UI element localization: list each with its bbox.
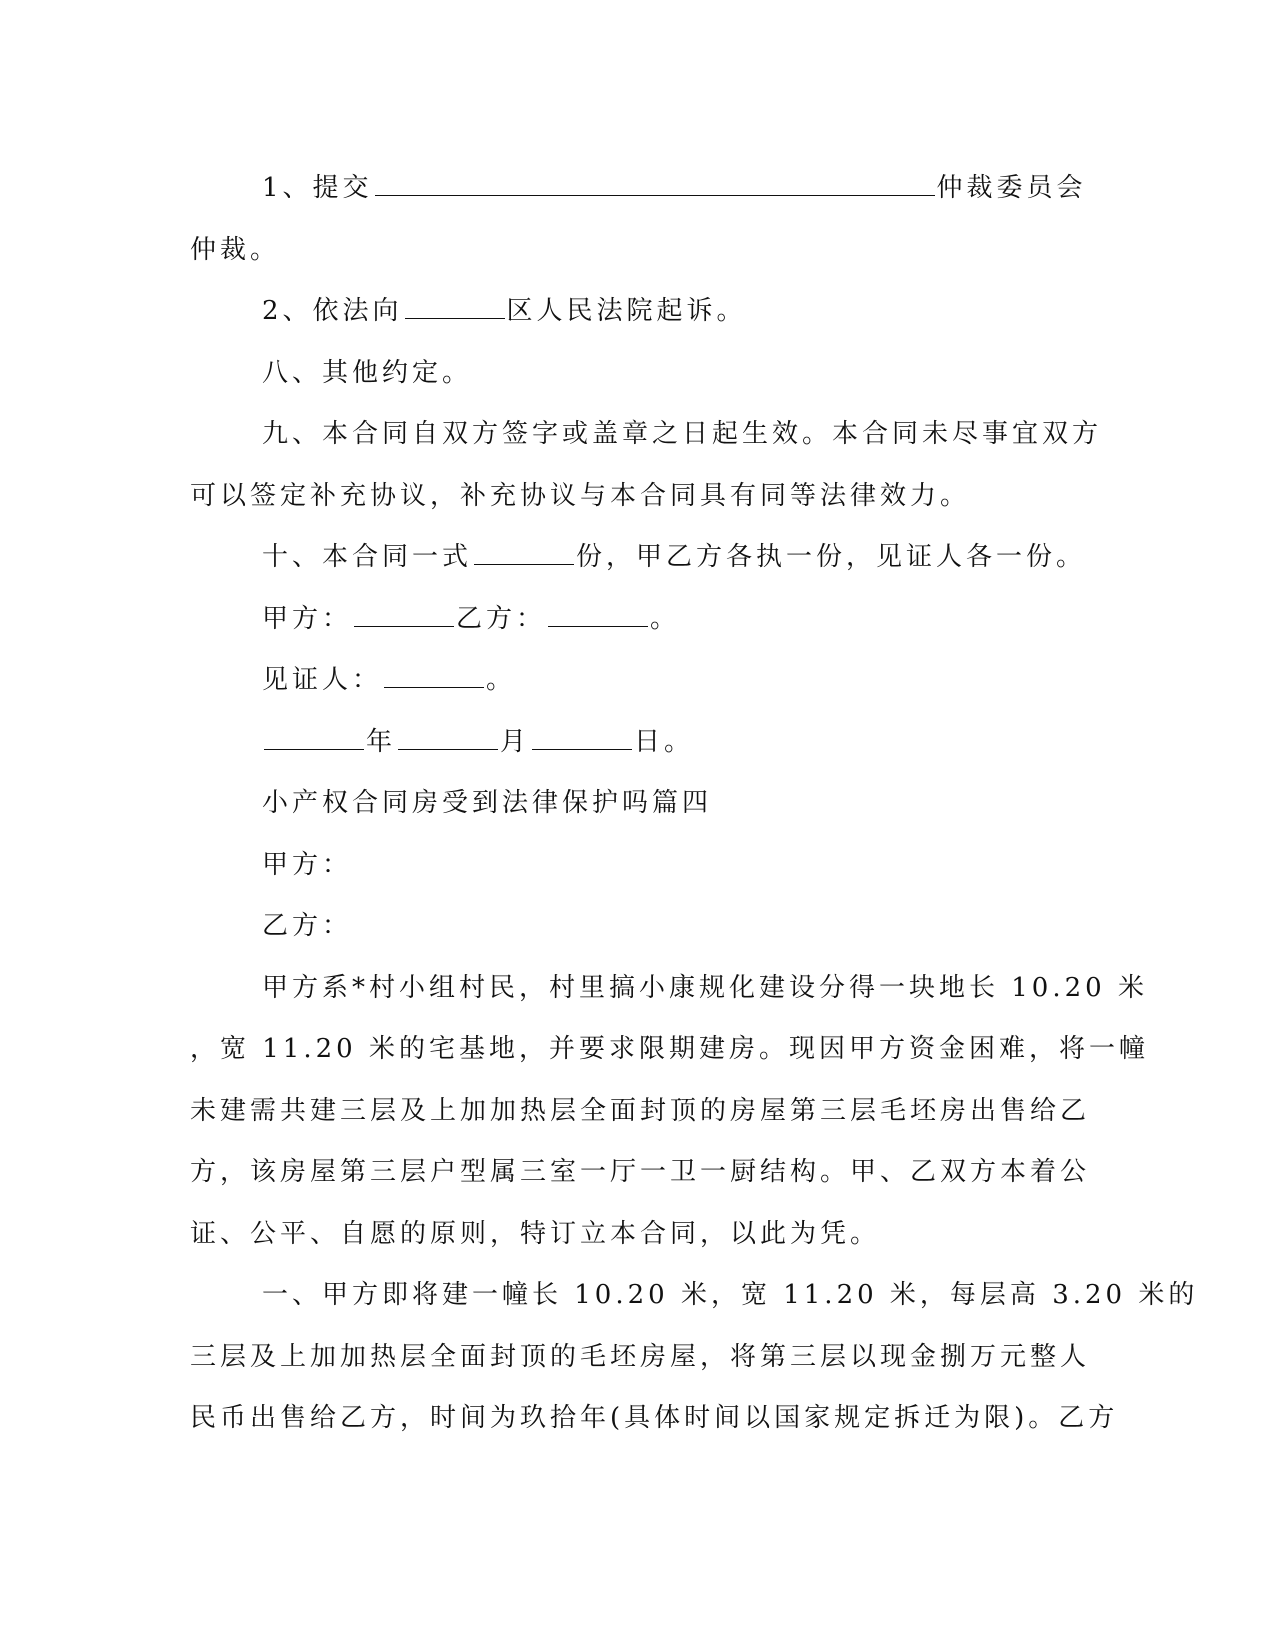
text-segment: 十、本合同一式 (262, 542, 473, 572)
text-segment: 区人民法院起诉。 (506, 296, 747, 326)
text-segment: 见证人： (262, 665, 383, 695)
paragraph-line: 未建需共建三层及上加加热层全面封顶的房屋第三层毛坯房出售给乙 (190, 1095, 1091, 1126)
text-segment: 甲方： (262, 603, 353, 634)
party-b-label: 乙方： (262, 911, 353, 941)
fill-blank[interactable] (384, 665, 484, 688)
text-segment: 。 (486, 665, 517, 695)
party-signature-line (190, 589, 1085, 651)
clause-copies-line (190, 527, 1085, 589)
clause-arbitration-line (190, 158, 1085, 220)
fill-blank[interactable] (474, 542, 574, 565)
clause-court-line (190, 281, 1085, 343)
section-title: 小产权合同房受到法律保护吗篇四 (262, 788, 713, 818)
clause-heading: 八、其他约定。 (262, 357, 473, 388)
paragraph-line: 民币出售给乙方，时间为玖拾年(具体时间以国家规定拆迁为限)。乙方 (190, 1403, 1119, 1433)
text-segment: 年 (366, 726, 397, 757)
text-line: 仲裁。 (190, 234, 281, 265)
text-segment: 2、依法向 (262, 296, 403, 326)
witness-signature-line (190, 650, 1085, 712)
paragraph-line: 甲方系*村小组村民，村里搞小康规化建设分得一块地长 10.20 米 (262, 972, 1148, 1003)
paragraph-line: ，宽 11.20 米的宅基地，并要求限期建房。现因甲方资金困难，将一幢 (190, 1034, 1149, 1064)
party-a-label: 甲方： (262, 849, 353, 880)
date-line (190, 712, 1085, 774)
fill-blank[interactable] (398, 727, 498, 750)
text-line: 可以签定补充协议，补充协议与本合同具有同等法律效力。 (190, 480, 971, 511)
text-segment: 仲裁委员会 (936, 173, 1087, 203)
text-segment: 月 (500, 726, 531, 757)
text-segment: 。 (650, 603, 681, 634)
paragraph-line: 证、公平、自愿的原则，特订立本合同，以此为凭。 (190, 1218, 881, 1249)
fill-blank[interactable] (548, 604, 648, 627)
paragraph-line: 一、甲方即将建一幢长 10.20 米，宽 11.20 米，每层高 3.20 米的 (262, 1280, 1199, 1310)
fill-blank[interactable] (264, 727, 364, 750)
fill-blank[interactable] (405, 296, 505, 319)
document-body (190, 158, 1199, 1450)
fill-blank[interactable] (375, 173, 935, 196)
paragraph-line: 三层及上加加热层全面封顶的毛坯房屋，将第三层以现金捌万元整人 (190, 1341, 1091, 1372)
text-segment: 日。 (634, 726, 695, 757)
text-segment: 乙方： (456, 603, 547, 634)
text-segment: 份，甲乙方各执一份，见证人各一份。 (576, 542, 1087, 572)
clause-effective-line: 九、本合同自双方签字或盖章之日起生效。本合同未尽事宜双方 (262, 419, 1103, 449)
fill-blank[interactable] (532, 727, 632, 750)
text-segment: 1、提交 (262, 173, 373, 203)
paragraph-line: 方，该房屋第三层户型属三室一厅一卫一厨结构。甲、乙双方本着公 (190, 1157, 1091, 1187)
fill-blank[interactable] (354, 604, 454, 627)
